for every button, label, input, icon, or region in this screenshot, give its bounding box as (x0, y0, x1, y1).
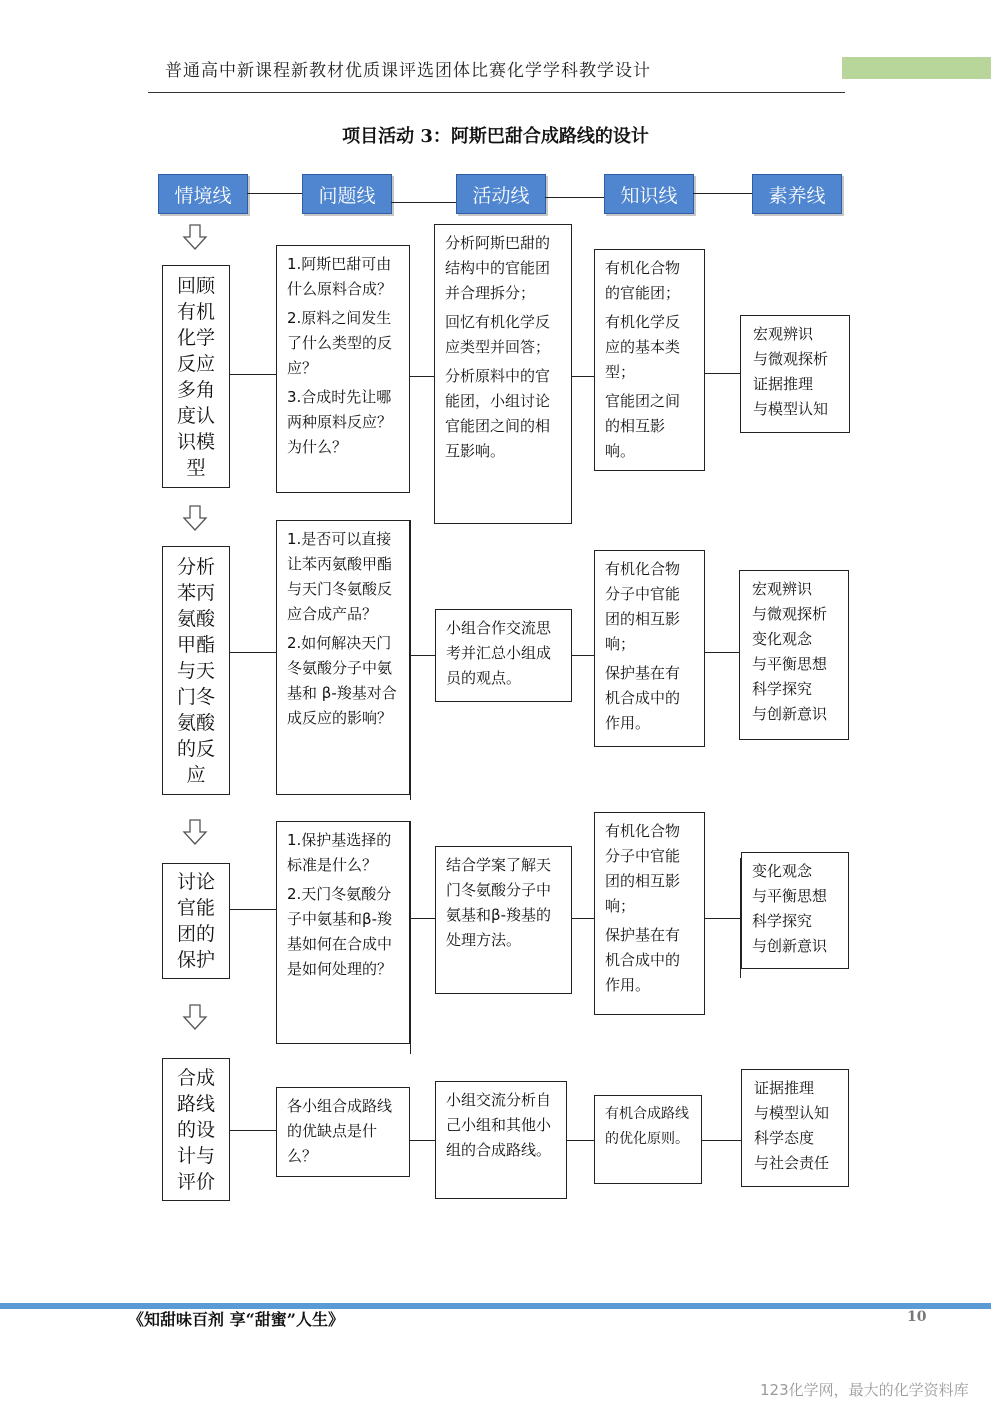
activity-text: 回忆有机化学反应类型并回答； (445, 313, 551, 356)
knowledge-text: 有机化合物的官能团； (605, 259, 681, 302)
question-box-3 (276, 821, 410, 1044)
knowledge-text: 保护基在有机合成中的作用。 (605, 926, 681, 994)
question-text: 2.如何解决天门冬氨酸分子中氨基和 β-羧基对合成反应的影响？ (287, 634, 397, 727)
knowledge-box-4 (594, 1095, 702, 1184)
scenario-box-4 (162, 1058, 230, 1201)
literacy-text: 证据推理 (753, 375, 814, 393)
literacy-text: 与模型认知 (753, 400, 829, 418)
literacy-text: 变化观念 (752, 862, 813, 880)
connector-line (230, 909, 277, 910)
connector-line (410, 520, 411, 800)
connector-line (572, 655, 595, 656)
literacy-text: 科学探究 (752, 912, 813, 930)
connector-line (410, 821, 411, 1054)
column-header-literacy: 素养线 (752, 174, 842, 214)
connector-line (705, 373, 741, 374)
activity-box-3 (435, 846, 572, 994)
literacy-box-2 (739, 570, 849, 740)
literacy-box-4 (741, 1069, 849, 1187)
literacy-text: 与平衡思想 (752, 887, 828, 905)
connector-line (410, 918, 436, 919)
header-text: 普通高中新课程新教材优质课评选团体比赛化学学科教学设计 (165, 61, 651, 81)
knowledge-text: 有机合成路线的优化原则。 (605, 1106, 689, 1147)
literacy-text: 证据推理 (754, 1079, 815, 1097)
knowledge-text: 官能团之间的相互影响。 (605, 392, 681, 460)
activity-box-1 (434, 224, 572, 524)
connector-line (230, 374, 277, 375)
literacy-text: 科学态度 (754, 1129, 815, 1147)
question-text: 1.保护基选择的标准是什么？ (287, 831, 392, 874)
activity-text: 分析阿斯巴甜的结构中的官能团并合理拆分； (445, 234, 551, 302)
literacy-text: 宏观辨识 (753, 325, 814, 343)
question-box-4 (276, 1087, 410, 1177)
literacy-text: 科学探究 (752, 680, 813, 698)
knowledge-text: 有机化学反应的基本类型； (605, 313, 681, 381)
down-arrow-icon (182, 1004, 208, 1030)
scenario-text: 合成路线的设计与评价 (176, 1066, 215, 1193)
connector-line (705, 918, 741, 919)
question-text: 1.阿斯巴甜可由什么原料合成？ (287, 255, 393, 298)
literacy-text: 与模型认知 (754, 1104, 830, 1122)
question-text: 各小组合成路线的优缺点是什么？ (287, 1097, 393, 1165)
header-divider (148, 92, 845, 93)
header-accent-bar (842, 57, 991, 79)
knowledge-text: 有机化合物分子中官能团的相互影响； (605, 822, 681, 915)
page-number: 10 (907, 1309, 927, 1325)
question-text: 2.天门冬氨酸分子中氨基和β-羧基如何在合成中是如何处理的？ (287, 885, 393, 978)
connector-line (230, 1130, 277, 1131)
scenario-text: 讨论官能团的保护 (176, 871, 215, 971)
literacy-text: 与平衡思想 (752, 655, 828, 673)
question-box-1 (276, 245, 410, 493)
knowledge-text: 保护基在有机合成中的作用。 (605, 664, 681, 732)
column-header-question: 问题线 (302, 174, 392, 214)
footer-title: 《知甜味百剂 享“甜蜜”人生》 (128, 1310, 344, 1329)
activity-text: 分析原料中的官能团，小组讨论官能团之间的相互影响。 (445, 367, 551, 460)
connector-line (572, 376, 595, 377)
page-title: 项目活动 3：阿斯巴甜合成路线的设计 (342, 126, 649, 147)
connector-line (410, 376, 434, 377)
knowledge-box-1 (594, 249, 705, 471)
column-header-knowledge: 知识线 (604, 174, 694, 214)
connector-line (705, 652, 740, 653)
connector-line (693, 193, 752, 194)
connector-line (230, 652, 277, 653)
literacy-box-1 (740, 315, 850, 433)
literacy-text: 宏观辨识 (752, 580, 813, 598)
literacy-text: 与微观探析 (753, 350, 829, 368)
literacy-box-3 (741, 852, 849, 969)
connector-line (567, 1140, 595, 1141)
down-arrow-icon (182, 819, 208, 845)
question-text: 1.是否可以直接让苯丙氨酸甲酯与天门冬氨酸反应合成产品？ (287, 530, 393, 623)
connector-line (410, 655, 436, 656)
down-arrow-icon (182, 224, 208, 250)
literacy-text: 与微观探析 (752, 605, 828, 623)
scenario-box-2 (162, 546, 230, 795)
column-header-activity: 活动线 (456, 174, 546, 214)
scenario-text: 分析苯丙氨酸甲酯与天门冬氨酸的反应 (176, 555, 215, 786)
connector-line (247, 193, 302, 194)
activity-text: 小组合作交流思考并汇总小组成员的观点。 (446, 619, 552, 687)
literacy-text: 与社会责任 (754, 1154, 830, 1172)
connector-line (702, 1140, 742, 1141)
scenario-box-3 (162, 863, 230, 979)
knowledge-box-2 (594, 550, 705, 747)
question-text: 2.原料之间发生了什么类型的反应？ (287, 309, 393, 377)
watermark: 123化学网，最大的化学资料库 (760, 1381, 969, 1399)
column-header-scenario: 情境线 (158, 174, 248, 214)
scenario-text: 回顾有机化学反应多角度认识模型 (176, 274, 215, 479)
connector-line (545, 197, 604, 198)
literacy-text: 与创新意识 (752, 705, 828, 723)
question-text: 3.合成时先让哪两种原料反应？为什么？ (287, 388, 393, 456)
connector-line (391, 202, 456, 203)
knowledge-text: 有机化合物分子中官能团的相互影响； (605, 560, 681, 653)
literacy-text: 变化观念 (752, 630, 813, 648)
connector-line (410, 1140, 436, 1141)
knowledge-box-3 (594, 812, 705, 1015)
literacy-text: 与创新意识 (752, 937, 828, 955)
connector-line (572, 918, 595, 919)
activity-box-4 (435, 1081, 567, 1199)
down-arrow-icon (182, 505, 208, 531)
activity-text: 小组交流分析自己小组和其他小组的合成路线。 (446, 1091, 552, 1159)
question-box-2 (276, 520, 410, 795)
scenario-box-1 (162, 265, 230, 488)
activity-text: 结合学案了解天门冬氨酸分子中氨基和β-羧基的处理方法。 (446, 856, 552, 949)
activity-box-2 (435, 609, 572, 702)
